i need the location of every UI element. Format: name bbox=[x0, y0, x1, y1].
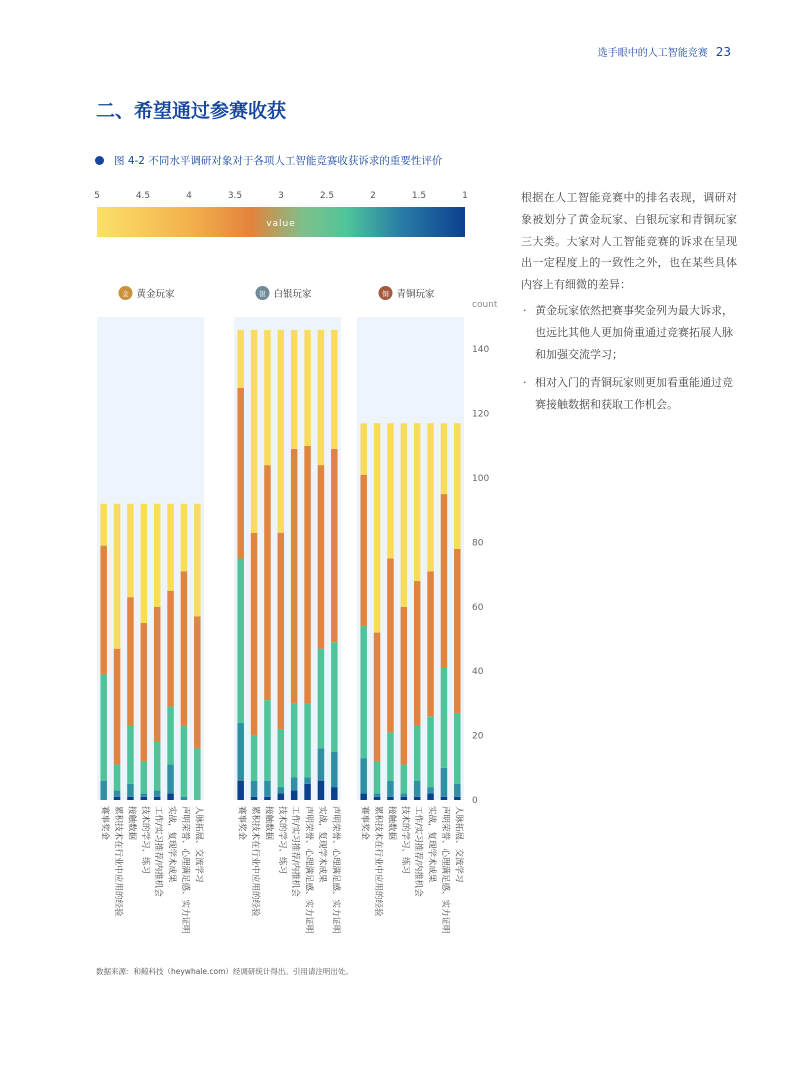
bar-segment-score-2 bbox=[251, 781, 258, 797]
bar-segment-score-5 bbox=[141, 504, 148, 623]
bar-segment-score-1 bbox=[291, 790, 298, 800]
bar-segment-score-5 bbox=[251, 330, 258, 533]
color-scale-tick: 2.5 bbox=[319, 191, 335, 201]
bar-segment-score-4 bbox=[100, 546, 107, 675]
bar-segment-score-1 bbox=[387, 797, 394, 800]
bar-segment-score-3 bbox=[427, 716, 434, 787]
bar-segment-score-5 bbox=[291, 330, 298, 449]
source-note: 数据来源：和鲸科技（heywhale.com）经调研统计得出。引用请注明出处。 bbox=[96, 967, 353, 976]
bar-segment-score-5 bbox=[100, 504, 107, 546]
category-label: 接触数据 bbox=[263, 806, 274, 841]
bar-segment-score-5 bbox=[194, 504, 201, 617]
medal-glyph: 金 bbox=[122, 290, 129, 298]
color-scale-tick: 1.5 bbox=[411, 191, 427, 201]
y-tick-label: 100 bbox=[472, 474, 490, 484]
panel-background bbox=[234, 317, 341, 800]
bar-segment-score-4 bbox=[454, 549, 461, 713]
panel-3 bbox=[357, 286, 464, 934]
bar-segment-score-2 bbox=[441, 768, 448, 797]
bar-segment-score-4 bbox=[237, 388, 244, 559]
bar-segment-score-1 bbox=[127, 797, 134, 800]
category-label: 累积技术在行业中应用的经验 bbox=[373, 806, 384, 917]
bar-segment-score-5 bbox=[181, 504, 188, 572]
category-label: 人脉拓展、交流学习 bbox=[453, 806, 464, 883]
figure-title: 图 4-2 不同水平调研对象对于各项人工智能竞赛收获诉求的重要性评价 bbox=[114, 155, 443, 167]
category-label: 声明荣誉、心理满足感、实力证明 bbox=[303, 806, 314, 934]
color-scale-tick: 2 bbox=[370, 191, 376, 201]
color-scale-tick: 3 bbox=[278, 191, 284, 201]
bar-segment-score-4 bbox=[181, 571, 188, 726]
category-label: 累积技术在行业中应用的经验 bbox=[113, 806, 124, 917]
bar-segment-score-2 bbox=[304, 777, 311, 783]
bar-segment-score-1 bbox=[401, 797, 408, 800]
bullet-dot: · bbox=[523, 376, 527, 389]
bullet-text: 黄金玩家依然把赛事奖金列为最大诉求，也远比其他人更加倚重通过竞赛拓展人脉和加强交流学习； bbox=[535, 304, 733, 361]
bar-segment-score-1 bbox=[331, 787, 338, 800]
bar-segment-score-5 bbox=[304, 330, 311, 446]
y-axis bbox=[472, 300, 498, 806]
bar-segment-score-2 bbox=[374, 794, 381, 797]
color-scale-tick: 4.5 bbox=[135, 191, 151, 201]
bar-segment-score-3 bbox=[264, 700, 271, 781]
panel-2 bbox=[234, 286, 341, 934]
bar-segment-score-1 bbox=[441, 797, 448, 800]
color-scale-label: value bbox=[266, 219, 296, 229]
category-label: 赛事奖金 bbox=[99, 806, 110, 841]
bar-segment-score-5 bbox=[454, 423, 461, 549]
panel-background bbox=[357, 317, 464, 800]
category-label: 技术的学习、练习 bbox=[139, 806, 150, 875]
panel-title: 黄金玩家 bbox=[136, 289, 175, 300]
color-scale-tick: 4 bbox=[186, 191, 192, 201]
page-number: 23 bbox=[715, 45, 731, 59]
y-axis-label: count bbox=[472, 300, 498, 310]
bar-segment-score-1 bbox=[414, 797, 421, 800]
bar-segment-score-1 bbox=[251, 797, 258, 800]
bar-segment-score-4 bbox=[127, 597, 134, 726]
bar-segment-score-3 bbox=[141, 761, 148, 793]
medal-glyph: 银 bbox=[259, 290, 266, 298]
bar-segment-score-5 bbox=[237, 330, 244, 388]
y-tick-label: 20 bbox=[472, 731, 484, 742]
bar-segment-score-4 bbox=[441, 494, 448, 668]
color-scale-tick: 3.5 bbox=[227, 191, 243, 201]
bar-segment-score-4 bbox=[414, 581, 421, 726]
category-label: 技术的学习、练习 bbox=[399, 806, 410, 875]
bar-segment-score-5 bbox=[414, 423, 421, 581]
bar-segment-score-1 bbox=[237, 781, 244, 800]
bar-segment-score-2 bbox=[127, 784, 134, 797]
bar-segment-score-3 bbox=[454, 713, 461, 784]
category-label: 工作/实习推荐/内推机会 bbox=[413, 806, 424, 897]
bar-segment-score-5 bbox=[127, 504, 134, 597]
bar-segment-score-2 bbox=[154, 790, 161, 796]
bar-segment-score-3 bbox=[318, 649, 325, 749]
category-label: 工作/实习推荐/内推机会 bbox=[290, 806, 301, 897]
bar-segment-score-4 bbox=[264, 465, 271, 700]
panel-title: 青铜玩家 bbox=[396, 289, 435, 300]
bar-segment-score-3 bbox=[251, 736, 258, 781]
bar-segment-score-1 bbox=[264, 797, 271, 800]
bar-segment-score-1 bbox=[304, 784, 311, 800]
bar-segment-score-4 bbox=[114, 649, 121, 765]
bar-segment-score-4 bbox=[251, 533, 258, 736]
medal-glyph: 铜 bbox=[382, 290, 389, 298]
section-title: 二、希望通过参赛收获 bbox=[96, 100, 287, 122]
category-label: 实战，复现学术成果 bbox=[316, 806, 327, 883]
y-tick-label: 40 bbox=[472, 667, 484, 678]
bar-segment-score-2 bbox=[318, 748, 325, 780]
bar-segment-score-2 bbox=[414, 781, 421, 797]
panel-1 bbox=[97, 286, 204, 934]
bar-segment-score-3 bbox=[237, 559, 244, 723]
bar-segment-score-2 bbox=[278, 787, 285, 793]
bar-segment-score-5 bbox=[114, 504, 121, 649]
bar-segment-score-3 bbox=[331, 642, 338, 751]
bar-segment-score-3 bbox=[167, 707, 174, 765]
bar-segment-score-2 bbox=[387, 781, 394, 797]
bar-segment-score-4 bbox=[374, 633, 381, 762]
bar-segment-score-4 bbox=[278, 533, 285, 729]
y-tick-label: 120 bbox=[472, 409, 490, 420]
y-tick-label: 0 bbox=[472, 796, 478, 806]
bar-segment-score-2 bbox=[360, 758, 367, 793]
bar-segment-score-5 bbox=[167, 504, 174, 591]
bar-segment-score-1 bbox=[114, 797, 121, 800]
bar-segment-score-3 bbox=[114, 765, 121, 791]
color-scale-legend bbox=[94, 191, 468, 237]
category-label: 实战，复现学术成果 bbox=[426, 806, 437, 883]
bar-segment-score-4 bbox=[304, 446, 311, 704]
chart-panels bbox=[97, 286, 464, 934]
panel-title: 白银玩家 bbox=[273, 289, 312, 300]
bar-segment-score-2 bbox=[100, 781, 107, 800]
bar-segment-score-5 bbox=[401, 423, 408, 607]
bar-segment-score-4 bbox=[141, 623, 148, 761]
category-label: 声明荣誉、心理满足感、实力证明 bbox=[330, 806, 341, 934]
bar-segment-score-2 bbox=[181, 797, 188, 800]
category-label: 工作/实习推荐/内推机会 bbox=[153, 806, 164, 897]
bar-segment-score-2 bbox=[167, 765, 174, 794]
category-label: 赛事奖金 bbox=[359, 806, 370, 841]
bar-segment-score-3 bbox=[414, 726, 421, 781]
bar-segment-score-3 bbox=[100, 674, 107, 780]
bar-segment-score-2 bbox=[237, 723, 244, 781]
bar-segment-score-3 bbox=[181, 726, 188, 797]
bar-segment-score-3 bbox=[401, 765, 408, 794]
bar-segment-score-3 bbox=[194, 748, 201, 800]
category-label: 接触数据 bbox=[386, 806, 397, 841]
bar-segment-score-5 bbox=[154, 504, 161, 607]
category-label: 累积技术在行业中应用的经验 bbox=[250, 806, 261, 917]
y-tick-label: 60 bbox=[472, 602, 484, 613]
bar-segment-score-3 bbox=[441, 668, 448, 768]
bar-segment-score-2 bbox=[291, 777, 298, 790]
bullet-dot: · bbox=[523, 304, 527, 317]
bar-segment-score-5 bbox=[387, 423, 394, 558]
running-title: 选手眼中的人工智能竞赛 bbox=[597, 48, 708, 59]
y-tick-label: 140 bbox=[472, 345, 490, 356]
bar-segment-score-3 bbox=[304, 703, 311, 777]
body-paragraph: 根据在人工智能竞赛中的排名表现，调研对象被划分了黄金玩家、白银玩家和青铜玩家三大类。大家对人工智能竞赛的诉求在呈现出一定程度上的一致性之外，也在某些具体内容上有细微的差异： bbox=[521, 191, 737, 292]
bar-segment-score-5 bbox=[278, 330, 285, 533]
bar-segment-score-1 bbox=[141, 797, 148, 800]
bar-segment-score-4 bbox=[427, 571, 434, 716]
category-label: 实战，复现学术成果 bbox=[166, 806, 177, 883]
bar-segment-score-5 bbox=[264, 330, 271, 465]
bar-segment-score-4 bbox=[331, 449, 338, 642]
bar-segment-score-3 bbox=[278, 729, 285, 787]
bar-segment-score-1 bbox=[278, 794, 285, 800]
color-scale-tick: 1 bbox=[462, 191, 468, 201]
bar-segment-score-3 bbox=[360, 626, 367, 758]
color-scale-tick: 5 bbox=[94, 191, 100, 201]
bar-segment-score-4 bbox=[167, 591, 174, 707]
bullet-item bbox=[521, 372, 737, 416]
bar-segment-score-1 bbox=[167, 794, 174, 800]
bar-segment-score-3 bbox=[387, 732, 394, 780]
bar-segment-score-4 bbox=[291, 449, 298, 703]
category-label: 接触数据 bbox=[126, 806, 137, 841]
bar-segment-score-3 bbox=[127, 726, 134, 784]
bar-segment-score-1 bbox=[427, 794, 434, 800]
bar-segment-score-5 bbox=[318, 330, 325, 465]
bar-segment-score-1 bbox=[154, 797, 161, 800]
bar-segment-score-4 bbox=[387, 559, 394, 733]
bar-segment-score-2 bbox=[401, 794, 408, 797]
bar-segment-score-4 bbox=[318, 465, 325, 649]
panel-background bbox=[97, 317, 204, 800]
bar-segment-score-3 bbox=[291, 703, 298, 777]
category-label: 技术的学习、练习 bbox=[276, 806, 287, 875]
bar-segment-score-4 bbox=[154, 607, 161, 742]
bar-segment-score-4 bbox=[360, 475, 367, 626]
bar-segment-score-3 bbox=[154, 742, 161, 790]
category-label: 声明荣誉、心理满足感、实力证明 bbox=[439, 806, 450, 934]
bar-segment-score-5 bbox=[331, 330, 338, 449]
y-tick-label: 80 bbox=[472, 538, 484, 549]
bar-segment-score-3 bbox=[374, 761, 381, 793]
category-label: 赛事奖金 bbox=[236, 806, 247, 841]
bar-segment-score-1 bbox=[318, 781, 325, 800]
bar-segment-score-1 bbox=[374, 797, 381, 800]
bar-segment-score-1 bbox=[454, 797, 461, 800]
bar-segment-score-1 bbox=[360, 794, 367, 800]
bar-segment-score-5 bbox=[441, 423, 448, 494]
bar-segment-score-5 bbox=[360, 423, 367, 475]
bar-segment-score-2 bbox=[454, 784, 461, 797]
bar-segment-score-2 bbox=[141, 794, 148, 797]
category-label: 声明荣誉、心理满足感、实力证明 bbox=[179, 806, 190, 934]
bar-segment-score-2 bbox=[331, 752, 338, 787]
bar-segment-score-4 bbox=[401, 607, 408, 765]
bar-segment-score-2 bbox=[264, 781, 271, 797]
bar-segment-score-5 bbox=[427, 423, 434, 571]
bar-segment-score-5 bbox=[374, 423, 381, 632]
category-label: 人脉拓展、交流学习 bbox=[193, 806, 204, 883]
bar-segment-score-2 bbox=[114, 790, 121, 796]
bullet-item bbox=[521, 300, 737, 365]
bar-segment-score-4 bbox=[194, 616, 201, 748]
bar-segment-score-2 bbox=[427, 787, 434, 793]
bullet-text: 相对入门的青铜玩家则更加看重能通过竞赛接触数据和获取工作机会。 bbox=[535, 376, 733, 411]
